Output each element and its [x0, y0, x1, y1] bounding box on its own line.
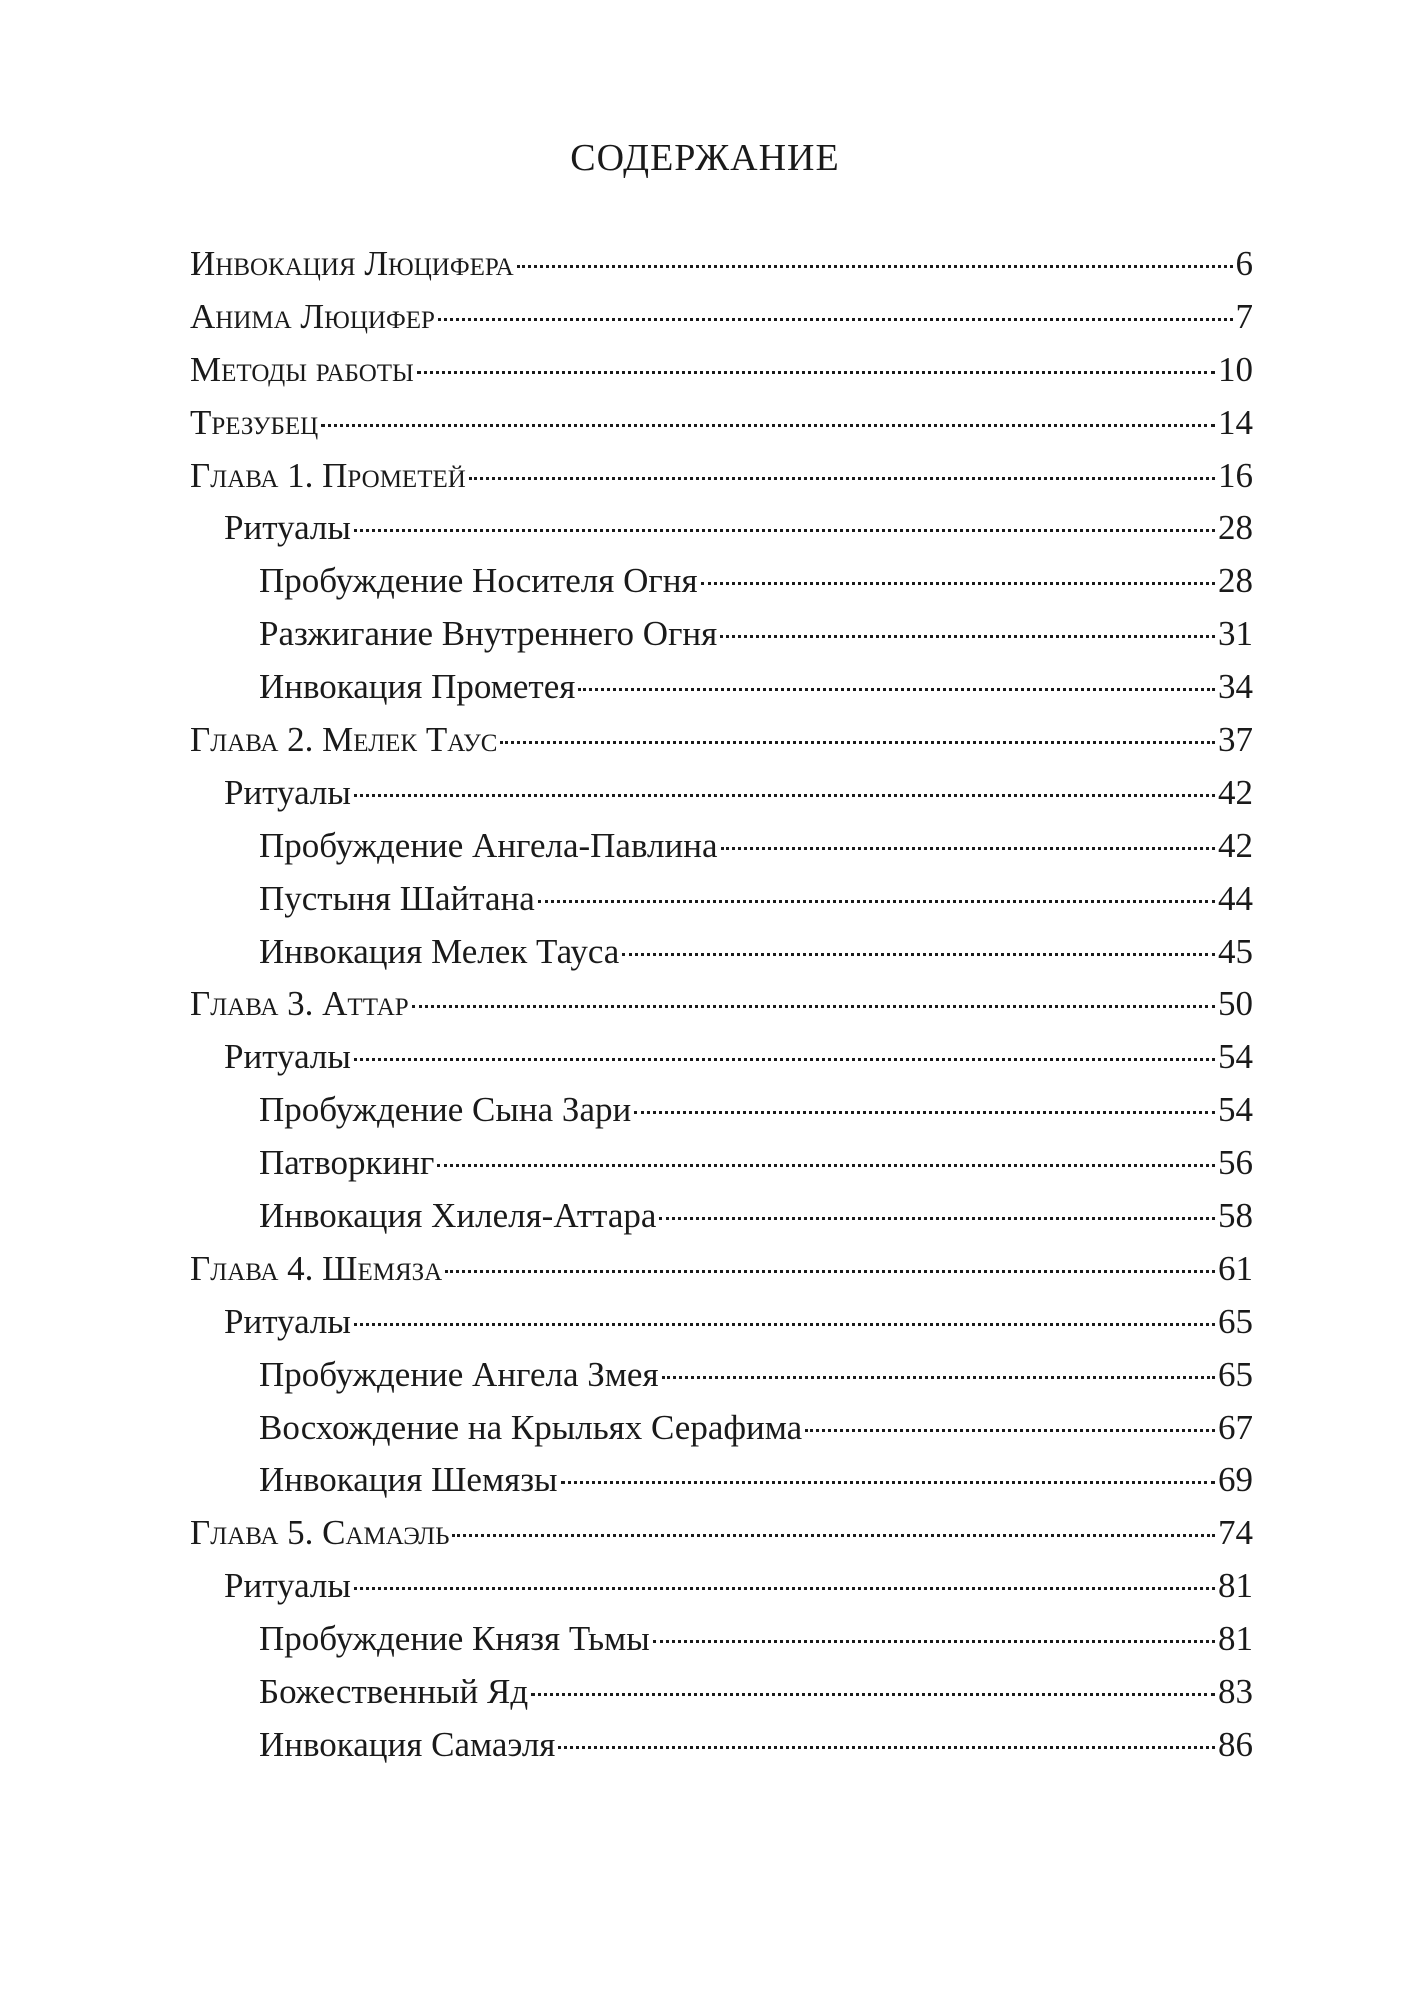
- leader-dots: [517, 265, 1233, 268]
- toc-entry: [190, 1084, 1253, 1137]
- toc-entry-title: Ритуалы: [224, 508, 351, 548]
- toc-entry: [190, 714, 1253, 767]
- toc-entry: [190, 1666, 1253, 1719]
- toc-entry-title: Инвокация Прометея: [259, 667, 576, 707]
- toc-entry-page-number: 6: [1235, 244, 1253, 283]
- toc-entry-title: Пробуждение Ангела Змея: [259, 1354, 659, 1394]
- leader-dots: [354, 1058, 1215, 1061]
- toc-entry-title: Ритуалы: [224, 1566, 351, 1606]
- leader-dots: [558, 1746, 1215, 1749]
- leader-dots: [445, 1270, 1215, 1273]
- toc-entry: [190, 1137, 1253, 1190]
- leader-dots: [469, 477, 1215, 480]
- leader-dots: [622, 953, 1215, 956]
- toc-entry-page-number: 65: [1218, 1354, 1253, 1394]
- toc-entry-page-number: 54: [1218, 1090, 1253, 1130]
- toc-entry: [190, 1031, 1253, 1084]
- toc-entry-title: Инвокация Люцифера: [190, 244, 514, 283]
- toc-entry-page-number: 14: [1218, 402, 1253, 442]
- leader-dots: [578, 688, 1215, 691]
- toc-entry: [190, 1349, 1253, 1402]
- toc-entry: [190, 1560, 1253, 1613]
- toc-entry-page-number: 81: [1218, 1619, 1253, 1659]
- toc-entry: [190, 873, 1253, 926]
- toc-entry-title: Ритуалы: [224, 1301, 351, 1341]
- toc-entry-title: Трезубец: [190, 402, 319, 442]
- leader-dots: [538, 900, 1215, 903]
- leader-dots: [662, 1376, 1215, 1379]
- toc-entry-page-number: 69: [1218, 1460, 1253, 1500]
- toc-entry-page-number: 28: [1218, 508, 1253, 548]
- toc-entry: [190, 1507, 1253, 1560]
- toc-heading: СОДЕРЖАНИЕ: [570, 137, 840, 179]
- leader-dots: [659, 1217, 1215, 1220]
- leader-dots: [438, 318, 1233, 321]
- toc-entry-page-number: 28: [1218, 561, 1253, 601]
- toc-entry-page-number: 42: [1218, 825, 1253, 865]
- toc-entry-page-number: 16: [1218, 455, 1253, 495]
- leader-dots: [701, 582, 1215, 585]
- toc-entry: [190, 1243, 1253, 1296]
- leader-dots: [500, 741, 1215, 744]
- toc-entry: [190, 344, 1253, 397]
- toc-entry-page-number: 67: [1218, 1407, 1253, 1447]
- toc-entry-page-number: 31: [1218, 614, 1253, 654]
- toc-entry-page-number: 58: [1218, 1196, 1253, 1236]
- toc-entry-title: Инвокация Хилеля-Аттара: [259, 1196, 657, 1236]
- toc-entry: [190, 767, 1253, 820]
- toc-entry-title: Глава 2. Мелек Таус: [190, 720, 498, 760]
- leader-dots: [805, 1429, 1215, 1432]
- toc-entry-title: Пробуждение Князя Тьмы: [259, 1619, 650, 1659]
- leader-dots: [561, 1481, 1215, 1484]
- toc-entry: [190, 1454, 1253, 1507]
- toc-entry-title: Пробуждение Ангела-Павлина: [259, 825, 718, 865]
- toc-entry-page-number: 50: [1218, 984, 1253, 1024]
- toc-entry-page-number: 34: [1218, 667, 1253, 707]
- toc-entry: [190, 238, 1253, 291]
- toc-entry-title: Глава 1. Прометей: [190, 455, 466, 495]
- toc-entry-title: Анима Люцифер: [190, 296, 435, 336]
- toc-entry: [190, 608, 1253, 661]
- toc-entry-title: Патворкинг: [259, 1143, 435, 1183]
- toc-entry-page-number: 42: [1218, 772, 1253, 812]
- toc-entry-title: Пробуждение Сына Зари: [259, 1090, 632, 1130]
- toc-entry-page-number: 81: [1218, 1566, 1253, 1606]
- toc-entry-title: Восхождение на Крыльях Серафима: [259, 1407, 803, 1447]
- toc-entry-page-number: 86: [1218, 1724, 1253, 1764]
- leader-dots: [452, 1534, 1215, 1537]
- toc-list: [190, 238, 1253, 1772]
- toc-entry-page-number: 83: [1218, 1672, 1253, 1712]
- leader-dots: [321, 424, 1215, 427]
- leader-dots: [354, 529, 1215, 532]
- toc-entry: [190, 1719, 1253, 1772]
- toc-entry-page-number: 10: [1218, 349, 1253, 389]
- toc-entry: [190, 1613, 1253, 1666]
- toc-entry-title: Инвокация Шемязы: [259, 1460, 558, 1500]
- toc-entry: [190, 450, 1253, 503]
- leader-dots: [412, 1005, 1215, 1008]
- leader-dots: [721, 847, 1216, 850]
- leader-dots: [417, 371, 1215, 374]
- toc-entry-page-number: 74: [1218, 1513, 1253, 1553]
- toc-entry-title: Глава 4. Шемяза: [190, 1248, 443, 1288]
- toc-entry-title: Разжигание Внутреннего Огня: [259, 614, 718, 654]
- leader-dots: [531, 1693, 1215, 1696]
- toc-entry-title: Методы работы: [190, 349, 414, 389]
- leader-dots: [634, 1111, 1215, 1114]
- toc-entry-page-number: 54: [1218, 1037, 1253, 1077]
- toc-entry: [190, 291, 1253, 344]
- toc-entry: [190, 1402, 1253, 1455]
- toc-entry: [190, 820, 1253, 873]
- toc-entry-title: Ритуалы: [224, 1037, 351, 1077]
- leader-dots: [437, 1164, 1215, 1167]
- toc-entry-title: Глава 3. Аттар: [190, 984, 409, 1024]
- toc-entry: [190, 502, 1253, 555]
- toc-entry: [190, 397, 1253, 450]
- toc-entry-title: Глава 5. Самаэль: [190, 1513, 450, 1553]
- toc-entry: [190, 661, 1253, 714]
- toc-entry-page-number: 56: [1218, 1143, 1253, 1183]
- toc-entry-title: Пустыня Шайтана: [259, 878, 535, 918]
- leader-dots: [720, 635, 1215, 638]
- toc-entry-title: Инвокация Мелек Тауса: [259, 931, 620, 971]
- toc-entry-title: Ритуалы: [224, 772, 351, 812]
- toc-entry-title: Божественный Яд: [259, 1672, 529, 1712]
- toc-entry-page-number: 44: [1218, 878, 1253, 918]
- toc-entry-title: Пробуждение Носителя Огня: [259, 561, 698, 601]
- leader-dots: [354, 794, 1215, 797]
- leader-dots: [653, 1640, 1215, 1643]
- toc-entry-page-number: 7: [1235, 296, 1253, 336]
- toc-entry-page-number: 45: [1218, 931, 1253, 971]
- toc-entry-page-number: 65: [1218, 1301, 1253, 1341]
- toc-entry-title: Инвокация Самаэля: [259, 1724, 556, 1764]
- toc-entry-page-number: 37: [1218, 720, 1253, 760]
- leader-dots: [354, 1323, 1215, 1326]
- leader-dots: [354, 1587, 1215, 1590]
- toc-entry: [190, 555, 1253, 608]
- toc-entry: [190, 926, 1253, 979]
- toc-entry: [190, 978, 1253, 1031]
- toc-entry: [190, 1190, 1253, 1243]
- toc-entry: [190, 1296, 1253, 1349]
- toc-entry-page-number: 61: [1218, 1248, 1253, 1288]
